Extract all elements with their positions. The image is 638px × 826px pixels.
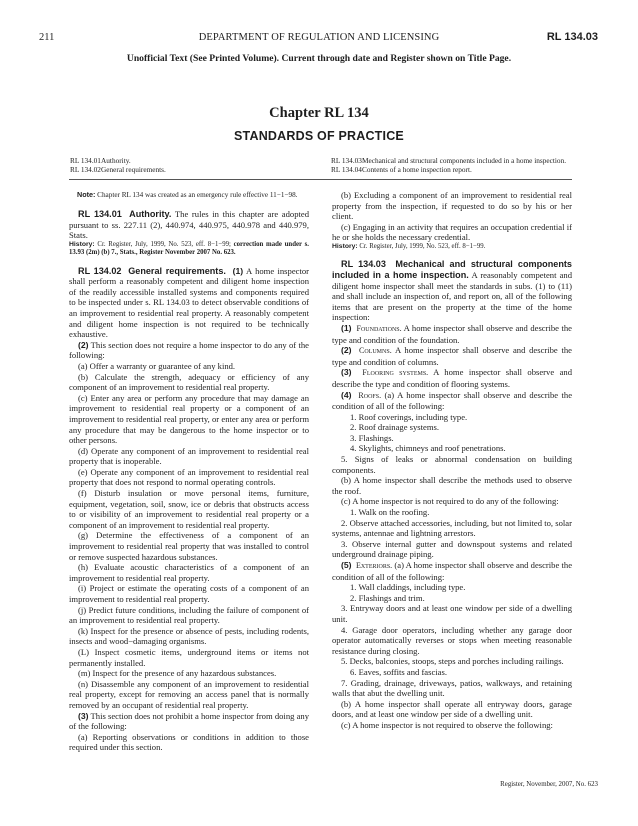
subsection-columns [332, 345, 572, 367]
paragraph-item: (h) Evaluate acoustic characteristics of a component of an improvement to residential real property. [69, 562, 309, 583]
list-item: 2. Observe attached accessories, including, but not limited to, solar systems, antennae and lightning arrestors. [332, 517, 572, 539]
list-item: 2. Flashings and trim. [350, 592, 425, 603]
subsection-exteriors [332, 560, 572, 582]
subsection-number: (2) [341, 345, 352, 356]
subsection-text: A home inspector shall observe and describe the type and condition of columns. [332, 345, 572, 367]
subsection-roofs [332, 390, 572, 412]
subsection-caption: Roofs. [358, 390, 382, 400]
chapter-subtitle: STANDARDS OF PRACTICE [234, 129, 404, 143]
section-number: RL 134.02 [78, 265, 122, 276]
subsection-caption: Foundations. [356, 323, 402, 333]
table-of-contents-right [331, 156, 566, 174]
list-item: 1. Wall claddings, including type. [350, 582, 466, 593]
list-item: 1. Roof coverings, including type. [350, 411, 468, 422]
note-text: Chapter RL 134 was created as an emergency rule effective 11−1−98. [95, 191, 298, 199]
list-item: 4. Skylights, chimneys and roof penetrations. [350, 443, 506, 454]
paragraph-item: (g) Determine the effectiveness of a component of an improvement to residential real property that was installed to control or remove suspected hazardous substances. [69, 530, 309, 562]
subsection-3 [69, 711, 309, 732]
toc-text: Authority. [101, 156, 131, 165]
section-134-03 [332, 259, 572, 323]
history-note [69, 241, 309, 258]
subsection-text: A home inspector shall perform a reasonably competent and diligent home inspection of the readily accessible installed systems and components required to be inspected under s. RL 134.03 to detect observable conditions of an improvement to residential real property. A reasonably competent and diligent home inspection is not required to be technically exhaustive. [69, 265, 309, 340]
history-label: History: [332, 242, 358, 250]
list-item: 4. Garage door operators, including whether any garage door operator automatically reverses or stops when meeting reasonable resistance during closing. [332, 624, 572, 656]
paragraph-item: (d) Operate any component of an improvement to residential real property that is inoperable. [69, 445, 309, 467]
toc-number: RL 134.03 [331, 156, 362, 165]
paragraph-item: (b) A home inspector shall operate all entryway doors, garage doors, and at least one window per side of a dwelling unit. [332, 698, 572, 720]
toc-number: RL 134.02 [70, 165, 101, 175]
history-text: Cr. Register, July, 1999, No. 523, eff. 8−1−99. [357, 242, 486, 250]
note-label: Note: [77, 190, 96, 199]
paragraph-item: (k) Inspect for the presence or absence of pests, including rodents, insects and wood−damaging organisms. [69, 625, 309, 647]
subsection-text: This section does not require a home inspector to do any of the following: [69, 339, 309, 361]
paragraph-item: (c) A home inspector is not required to observe the following: [341, 719, 553, 730]
list-item: 5. Signs of leaks or abnormal condensation on building components. [332, 454, 572, 475]
paragraph-item: (L) Inspect cosmetic items, underground items or items not permanently installed. [69, 646, 309, 668]
subsection-caption: Exteriors. [355, 561, 393, 570]
unofficial-text-notice: Unofficial Text (See Printed Volume). Current through date and Register shown on Title Page. [126, 53, 512, 64]
page-number: 211 [39, 32, 55, 43]
list-item: 3. Observe internal gutter and downspout systems and related underground drainage piping. [332, 538, 572, 560]
list-item: 2. Roof drainage systems. [350, 422, 440, 433]
subsection-text: (a) A home inspector shall observe and describe the condition of all of the following: [332, 560, 573, 582]
right-column [332, 190, 572, 731]
subsection-foundations [332, 323, 572, 345]
paragraph-item: (i) Project or estimate the operating costs of a component of an improvement to residential real property. [69, 583, 309, 604]
paragraph-item: (b) Calculate the strength, adequacy or efficiency of any component of an improvement to residential real property. [69, 371, 309, 393]
history-label: History: [69, 240, 95, 248]
paragraph-item: (c) Engaging in an activity that requires an occupation credential if he or she holds the necessary credential. [332, 221, 572, 243]
paragraph-item: (c) Enter any area or perform any procedure that may damage an improvement to residential real property or a component of an improvement to residential real property, or enter any area or perform any procedure that may be dangerous to the home inspector or to other persons. [69, 392, 309, 446]
section-number: RL 134.01 [78, 209, 122, 219]
subsection-number: (3) [78, 710, 89, 721]
section-text: The rules in this chapter are adopted pursuant to ss. 227.11 (2), 440.974, 440.975, 440.978 and 440.979, Stats. [69, 209, 310, 241]
running-header: DEPARTMENT OF REGULATION AND LICENSING [198, 32, 440, 43]
list-item: 5. Decks, balconies, stoops, steps and porches including railings. [341, 656, 564, 667]
chapter-title: Chapter RL 134 [269, 105, 369, 121]
subsection-number: (2) [78, 339, 89, 350]
register-footer: Register, November, 2007, No. 623 [500, 781, 598, 788]
history-text: Cr. Register, July, 1999, No. 523, eff. 8−1−99; [94, 240, 234, 248]
paragraph-item: (a) Reporting observations or conditions in addition to those required under this section. [69, 731, 309, 753]
history-correction: correction made under s. 13.93 (2m) (b) 7., Stats., Register November 2007 No. 623. [69, 240, 309, 257]
subsection-number: (1) [232, 265, 244, 276]
section-134-02 [69, 266, 309, 340]
toc-text: Mechanical and structural components included in a home inspection. [362, 156, 567, 165]
section-title: Mechanical and structural components included in a home inspection. [332, 259, 572, 280]
subsection-number: (5) [341, 560, 352, 570]
paragraph-item: (c) A home inspector is not required to do any of the following: [341, 496, 559, 507]
subsection-caption: Flooring systems. [362, 368, 429, 378]
toc-divider [69, 179, 572, 180]
subsection-text: A home inspector shall observe and describe the type and condition of flooring systems. [332, 367, 573, 389]
subsection-caption: Columns. [359, 346, 392, 356]
toc-entry [70, 156, 166, 165]
paragraph-item: (f) Disturb insulation or move personal items, furniture, equipment, vegetation, soil, snow, ice or debris that obstructs access to or visibility of an improvement to residential real property or a component of an improvement to residential real property. [69, 488, 309, 530]
section-title: General requirements. [128, 265, 226, 276]
subsection-text: A home inspector shall observe and describe the type and condition of the foundation. [332, 322, 572, 345]
paragraph-item: (m) Inspect for the presence of any hazardous substances. [78, 668, 277, 679]
table-of-contents-left [70, 156, 166, 174]
editorial-note [69, 190, 309, 200]
paragraph-item: (b) Excluding a component of an improvement to residential real property from the inspection, if requested to do so by his or her client. [332, 190, 572, 222]
paragraph-item: (j) Predict future conditions, including the failure of component of an improvement to residential real property. [69, 604, 309, 626]
history-note [332, 243, 572, 251]
subsection-number: (1) [341, 322, 352, 333]
toc-entry [331, 165, 566, 174]
list-item: 3. Entryway doors and at least one window per side of a dwelling unit. [332, 603, 572, 624]
list-item: 3. Flashings. [350, 432, 394, 443]
section-code-header: RL 134.03 [546, 31, 598, 43]
subsection-text: (a) A home inspector shall observe and describe the condition of all of the following: [332, 389, 573, 412]
section-134-01 [69, 209, 309, 241]
paragraph-item: (n) Disassemble any component of an improvement to residential real property, except for removing an access panel that is normally removed by an occupant of residential real property. [69, 678, 309, 710]
list-item: 6. Eaves, soffits and fascias. [350, 666, 447, 677]
section-number: RL 134.03 [341, 259, 386, 270]
subsection-2 [69, 340, 309, 361]
list-item: 7. Grading, drainage, driveways, patios, walkways, and retaining walls that abut the dwelling unit. [332, 677, 572, 699]
toc-text: Contents of a home inspection report. [362, 165, 472, 175]
subsection-number: (3) [341, 367, 352, 378]
toc-number: RL 134.01 [70, 156, 101, 165]
paragraph-item: (b) A home inspector shall describe the methods used to observe the roof. [332, 475, 572, 496]
section-text: A reasonably competent and diligent home inspector shall meet the standards in subs. (1) to (11) and shall include an inspection of, and report on, all of the following items that are present on the property at the time of the home inspection: [332, 269, 573, 323]
section-title: Authority. [129, 209, 172, 219]
list-item: 1. Walk on the roofing. [350, 507, 430, 518]
subsection-flooring [332, 367, 572, 389]
subsection-text: This section does not prohibit a home inspector from doing any of the following: [69, 710, 309, 732]
toc-number: RL 134.04 [331, 165, 362, 175]
paragraph-item: (a) Offer a warranty or guarantee of any kind. [78, 360, 236, 371]
toc-entry [331, 156, 566, 165]
toc-text: General requirements. [101, 165, 166, 175]
paragraph-item: (e) Operate any component of an improvement to residential real property that does not respond to normal operating controls. [69, 466, 309, 488]
toc-entry [70, 165, 166, 174]
left-column [69, 190, 309, 753]
subsection-number: (4) [341, 389, 352, 400]
